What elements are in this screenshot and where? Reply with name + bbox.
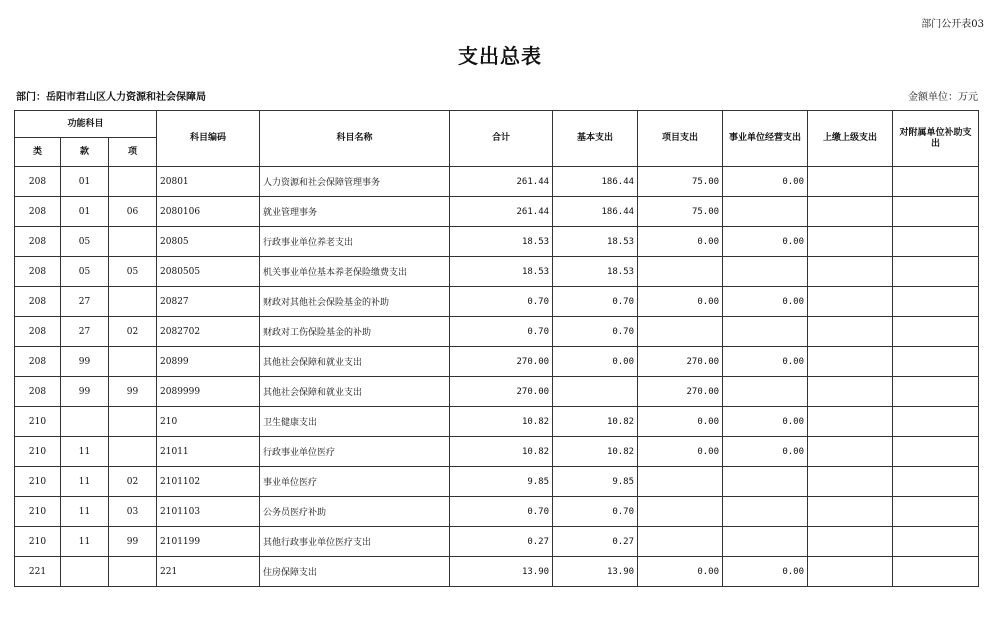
cell-code: 2082702 <box>157 317 260 347</box>
cell-kuan: 11 <box>61 527 109 557</box>
table-row <box>15 347 979 377</box>
cell-upper <box>808 467 893 497</box>
cell-name: 卫生健康支出 <box>260 407 450 437</box>
cell-code: 20805 <box>157 227 260 257</box>
cell-code: 2080106 <box>157 197 260 227</box>
cell-code: 20899 <box>157 347 260 377</box>
total-header: 合计 <box>450 111 553 167</box>
table-row <box>15 497 979 527</box>
table-row <box>15 467 979 497</box>
cell-upper <box>808 437 893 467</box>
cell-upper <box>808 197 893 227</box>
cell-xiang <box>109 437 157 467</box>
cell-upper <box>808 227 893 257</box>
cell-total: 9.85 <box>450 467 553 497</box>
cell-code: 210 <box>157 407 260 437</box>
cell-total: 261.44 <box>450 167 553 197</box>
cell-project: 0.00 <box>638 407 723 437</box>
cell-xiang <box>109 167 157 197</box>
cell-name: 财政对其他社会保险基金的补助 <box>260 287 450 317</box>
cell-project: 270.00 <box>638 347 723 377</box>
cell-code: 2101199 <box>157 527 260 557</box>
cell-name: 行政事业单位养老支出 <box>260 227 450 257</box>
cell-business: 0.00 <box>723 407 808 437</box>
cell-name: 其他社会保障和就业支出 <box>260 347 450 377</box>
cell-lei: 208 <box>15 257 61 287</box>
cell-basic: 18.53 <box>553 227 638 257</box>
cell-kuan: 11 <box>61 437 109 467</box>
cell-lei: 208 <box>15 287 61 317</box>
xiang-header: 项 <box>109 138 157 167</box>
cell-code: 21011 <box>157 437 260 467</box>
cell-project: 270.00 <box>638 377 723 407</box>
cell-code: 2101102 <box>157 467 260 497</box>
cell-upper <box>808 377 893 407</box>
cell-project: 0.00 <box>638 557 723 587</box>
cell-xiang: 99 <box>109 377 157 407</box>
cell-basic: 0.70 <box>553 497 638 527</box>
cell-total: 0.70 <box>450 287 553 317</box>
cell-upper <box>808 347 893 377</box>
table-row <box>15 377 979 407</box>
table-row <box>15 557 979 587</box>
cell-business <box>723 317 808 347</box>
cell-basic: 0.70 <box>553 287 638 317</box>
page-title: 支出总表 <box>458 44 542 68</box>
cell-name: 就业管理事务 <box>260 197 450 227</box>
amount-unit-label: 金额单位：万元 <box>908 92 978 103</box>
cell-lei: 210 <box>15 467 61 497</box>
cell-project: 75.00 <box>638 167 723 197</box>
cell-total: 18.53 <box>450 227 553 257</box>
cell-total: 0.70 <box>450 497 553 527</box>
cell-kuan: 01 <box>61 167 109 197</box>
cell-code: 20801 <box>157 167 260 197</box>
cell-total: 10.82 <box>450 407 553 437</box>
table-row <box>15 227 979 257</box>
cell-project <box>638 497 723 527</box>
cell-xiang: 02 <box>109 467 157 497</box>
cell-project <box>638 527 723 557</box>
cell-name: 其他社会保障和就业支出 <box>260 377 450 407</box>
cell-name: 事业单位医疗 <box>260 467 450 497</box>
cell-business <box>723 257 808 287</box>
name-header: 科目名称 <box>260 111 450 167</box>
cell-xiang: 99 <box>109 527 157 557</box>
cell-subsidy <box>893 287 979 317</box>
cell-subsidy <box>893 347 979 377</box>
cell-lei: 210 <box>15 527 61 557</box>
cell-lei: 208 <box>15 377 61 407</box>
cell-lei: 210 <box>15 407 61 437</box>
cell-total: 270.00 <box>450 347 553 377</box>
table-row <box>15 197 979 227</box>
cell-subsidy <box>893 437 979 467</box>
table-row <box>15 437 979 467</box>
expenditure-table <box>14 110 979 587</box>
cell-lei: 210 <box>15 437 61 467</box>
cell-subsidy <box>893 197 979 227</box>
cell-total: 261.44 <box>450 197 553 227</box>
cell-kuan: 05 <box>61 227 109 257</box>
cell-lei: 221 <box>15 557 61 587</box>
cell-basic: 18.53 <box>553 257 638 287</box>
cell-lei: 210 <box>15 497 61 527</box>
cell-business <box>723 467 808 497</box>
cell-subsidy <box>893 317 979 347</box>
cell-kuan <box>61 407 109 437</box>
cell-kuan: 01 <box>61 197 109 227</box>
cell-xiang <box>109 347 157 377</box>
cell-basic: 186.44 <box>553 167 638 197</box>
table-row <box>15 287 979 317</box>
table-row <box>15 167 979 197</box>
func-subject-header: 功能科目 <box>15 111 157 138</box>
cell-subsidy <box>893 557 979 587</box>
basic-header: 基本支出 <box>553 111 638 167</box>
lei-header: 类 <box>15 138 61 167</box>
cell-xiang: 05 <box>109 257 157 287</box>
cell-business <box>723 527 808 557</box>
cell-xiang <box>109 227 157 257</box>
kuan-header: 款 <box>61 138 109 167</box>
cell-basic: 9.85 <box>553 467 638 497</box>
cell-subsidy <box>893 527 979 557</box>
department-label: 部门：岳阳市君山区人力资源和社会保障局 <box>16 92 206 103</box>
cell-code: 2101103 <box>157 497 260 527</box>
cell-lei: 208 <box>15 227 61 257</box>
cell-name: 机关事业单位基本养老保险缴费支出 <box>260 257 450 287</box>
cell-code: 221 <box>157 557 260 587</box>
cell-lei: 208 <box>15 317 61 347</box>
upper-header: 上缴上级支出 <box>808 111 893 167</box>
cell-project <box>638 467 723 497</box>
cell-kuan: 11 <box>61 467 109 497</box>
cell-upper <box>808 527 893 557</box>
cell-subsidy <box>893 377 979 407</box>
cell-xiang: 03 <box>109 497 157 527</box>
cell-xiang: 06 <box>109 197 157 227</box>
business-header: 事业单位经营支出 <box>723 111 808 167</box>
cell-name: 行政事业单位医疗 <box>260 437 450 467</box>
cell-business: 0.00 <box>723 167 808 197</box>
cell-business: 0.00 <box>723 287 808 317</box>
cell-name: 人力资源和社会保障管理事务 <box>260 167 450 197</box>
cell-project: 75.00 <box>638 197 723 227</box>
table-row <box>15 527 979 557</box>
cell-xiang: 02 <box>109 317 157 347</box>
cell-project: 0.00 <box>638 437 723 467</box>
cell-basic <box>553 377 638 407</box>
cell-business: 0.00 <box>723 227 808 257</box>
cell-business: 0.00 <box>723 347 808 377</box>
cell-business: 0.00 <box>723 437 808 467</box>
cell-upper <box>808 497 893 527</box>
cell-name: 其他行政事业单位医疗支出 <box>260 527 450 557</box>
table-row <box>15 407 979 437</box>
cell-xiang <box>109 557 157 587</box>
cell-name: 公务员医疗补助 <box>260 497 450 527</box>
cell-kuan <box>61 557 109 587</box>
cell-upper <box>808 167 893 197</box>
form-code: 部门公开表03 <box>921 19 984 30</box>
cell-business <box>723 197 808 227</box>
cell-kuan: 99 <box>61 377 109 407</box>
cell-upper <box>808 557 893 587</box>
cell-business: 0.00 <box>723 557 808 587</box>
project-header: 项目支出 <box>638 111 723 167</box>
cell-project <box>638 317 723 347</box>
cell-subsidy <box>893 167 979 197</box>
cell-total: 13.90 <box>450 557 553 587</box>
subsidy-header: 对附属单位补助支出 <box>893 111 979 167</box>
cell-kuan: 27 <box>61 317 109 347</box>
cell-subsidy <box>893 467 979 497</box>
cell-code: 2089999 <box>157 377 260 407</box>
cell-project: 0.00 <box>638 287 723 317</box>
table-row <box>15 257 979 287</box>
cell-basic: 0.70 <box>553 317 638 347</box>
cell-name: 住房保障支出 <box>260 557 450 587</box>
cell-basic: 0.27 <box>553 527 638 557</box>
cell-name: 财政对工伤保险基金的补助 <box>260 317 450 347</box>
cell-total: 18.53 <box>450 257 553 287</box>
cell-upper <box>808 287 893 317</box>
cell-subsidy <box>893 227 979 257</box>
cell-project <box>638 257 723 287</box>
cell-subsidy <box>893 257 979 287</box>
cell-basic: 0.00 <box>553 347 638 377</box>
cell-basic: 13.90 <box>553 557 638 587</box>
cell-lei: 208 <box>15 347 61 377</box>
cell-upper <box>808 317 893 347</box>
code-header: 科目编码 <box>157 111 260 167</box>
cell-kuan: 27 <box>61 287 109 317</box>
cell-total: 10.82 <box>450 437 553 467</box>
table-row <box>15 317 979 347</box>
cell-total: 270.00 <box>450 377 553 407</box>
cell-total: 0.70 <box>450 317 553 347</box>
cell-basic: 10.82 <box>553 407 638 437</box>
cell-kuan: 99 <box>61 347 109 377</box>
cell-business <box>723 377 808 407</box>
cell-kuan: 05 <box>61 257 109 287</box>
cell-subsidy <box>893 407 979 437</box>
cell-code: 20827 <box>157 287 260 317</box>
cell-kuan: 11 <box>61 497 109 527</box>
cell-code: 2080505 <box>157 257 260 287</box>
cell-business <box>723 497 808 527</box>
cell-xiang <box>109 407 157 437</box>
table-body <box>15 167 979 587</box>
cell-total: 0.27 <box>450 527 553 557</box>
cell-upper <box>808 257 893 287</box>
cell-project: 0.00 <box>638 227 723 257</box>
cell-subsidy <box>893 497 979 527</box>
cell-basic: 10.82 <box>553 437 638 467</box>
cell-basic: 186.44 <box>553 197 638 227</box>
cell-lei: 208 <box>15 197 61 227</box>
cell-lei: 208 <box>15 167 61 197</box>
cell-xiang <box>109 287 157 317</box>
cell-upper <box>808 407 893 437</box>
